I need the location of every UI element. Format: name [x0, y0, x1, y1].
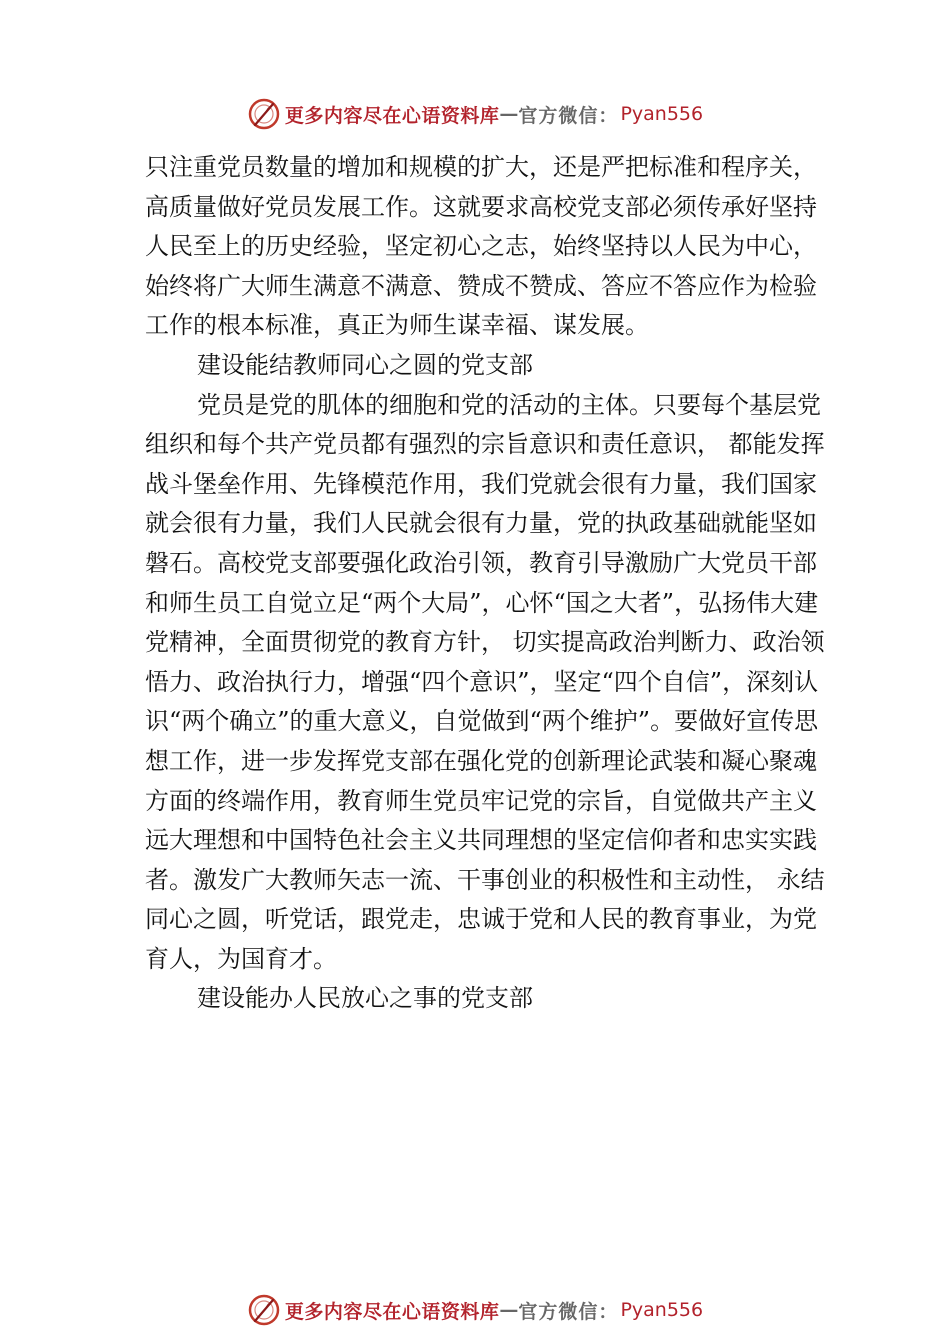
- quill-logo-icon: [247, 97, 281, 131]
- section-heading: 建设能结教师同心之圆的党支部: [197, 350, 533, 379]
- document-body: [145, 148, 825, 1019]
- watermark-main-text: 更多内容尽在心语资料库: [284, 1300, 500, 1323]
- header-watermark: [0, 94, 950, 134]
- watermark-main-text: 更多内容尽在心语资料库: [284, 104, 500, 127]
- footer-watermark: [0, 1290, 950, 1330]
- section-heading: 建设能办人民放心之事的党支部: [197, 984, 533, 1013]
- body-paragraph: 只注重党员数量的增加和规模的扩大，还是严把标准和程序关，高质量做好党员发展工作。这就要求高校党支部必须传承好坚持人民至上的历史经验，坚定初心之志，始终坚持以人民为中心，始终将广大师生满意不满意、赞成不赞成、答应不答应作为检验工作的根本标准，真正为师生谋幸福、谋发展。: [145, 153, 817, 340]
- watermark-separator: —: [499, 1299, 519, 1321]
- watermark-separator: —: [499, 103, 519, 125]
- quill-logo-icon: [247, 1293, 281, 1327]
- body-paragraph: 党员是党的肌体的细胞和党的活动的主体。只要每个基层党组织和每个共产党员都有强烈的宗旨意识和责任意识， 都能发挥战斗堡垒作用、先锋模范作用，我们党就会很有力量，我们国家就会很有力量，我们人民就会很有力量，党的执政基础就能坚如磐石。高校党支部要强化政治引领，教育引导激励广大党员干部和师生员工自觉立足“两个大局”，心怀“国之大者”，弘扬伟大建党精神，全面贯彻党的教育方针， 切实提高政治判断力、政治领悟力、政治执行力，增强“四个意识”，坚定“四个自信”，深刻认识“两个确立”的重大意义，自觉做到“两个维护”。要做好宣传思想工作，进一步发挥党支部在强化党的创新理论武装和凝心聚魂方面的终端作用，教育师生党员牢记党的宗旨，自觉做共产主义远大理想和中国特色社会主义共同理想的坚定信仰者和忠实实践者。激发广大教师矢志一流、干事创业的积极性和主动性， 永结同心之圆，听党话，跟党走，忠诚于党和人民的教育事业，为党育人，为国育才。: [145, 390, 825, 973]
- watermark-wechat-id: Pyan556: [620, 103, 704, 125]
- watermark-wechat-label: 官方微信：: [518, 104, 619, 127]
- watermark-wechat-id: Pyan556: [620, 1299, 704, 1321]
- watermark-wechat-label: 官方微信：: [518, 1300, 619, 1323]
